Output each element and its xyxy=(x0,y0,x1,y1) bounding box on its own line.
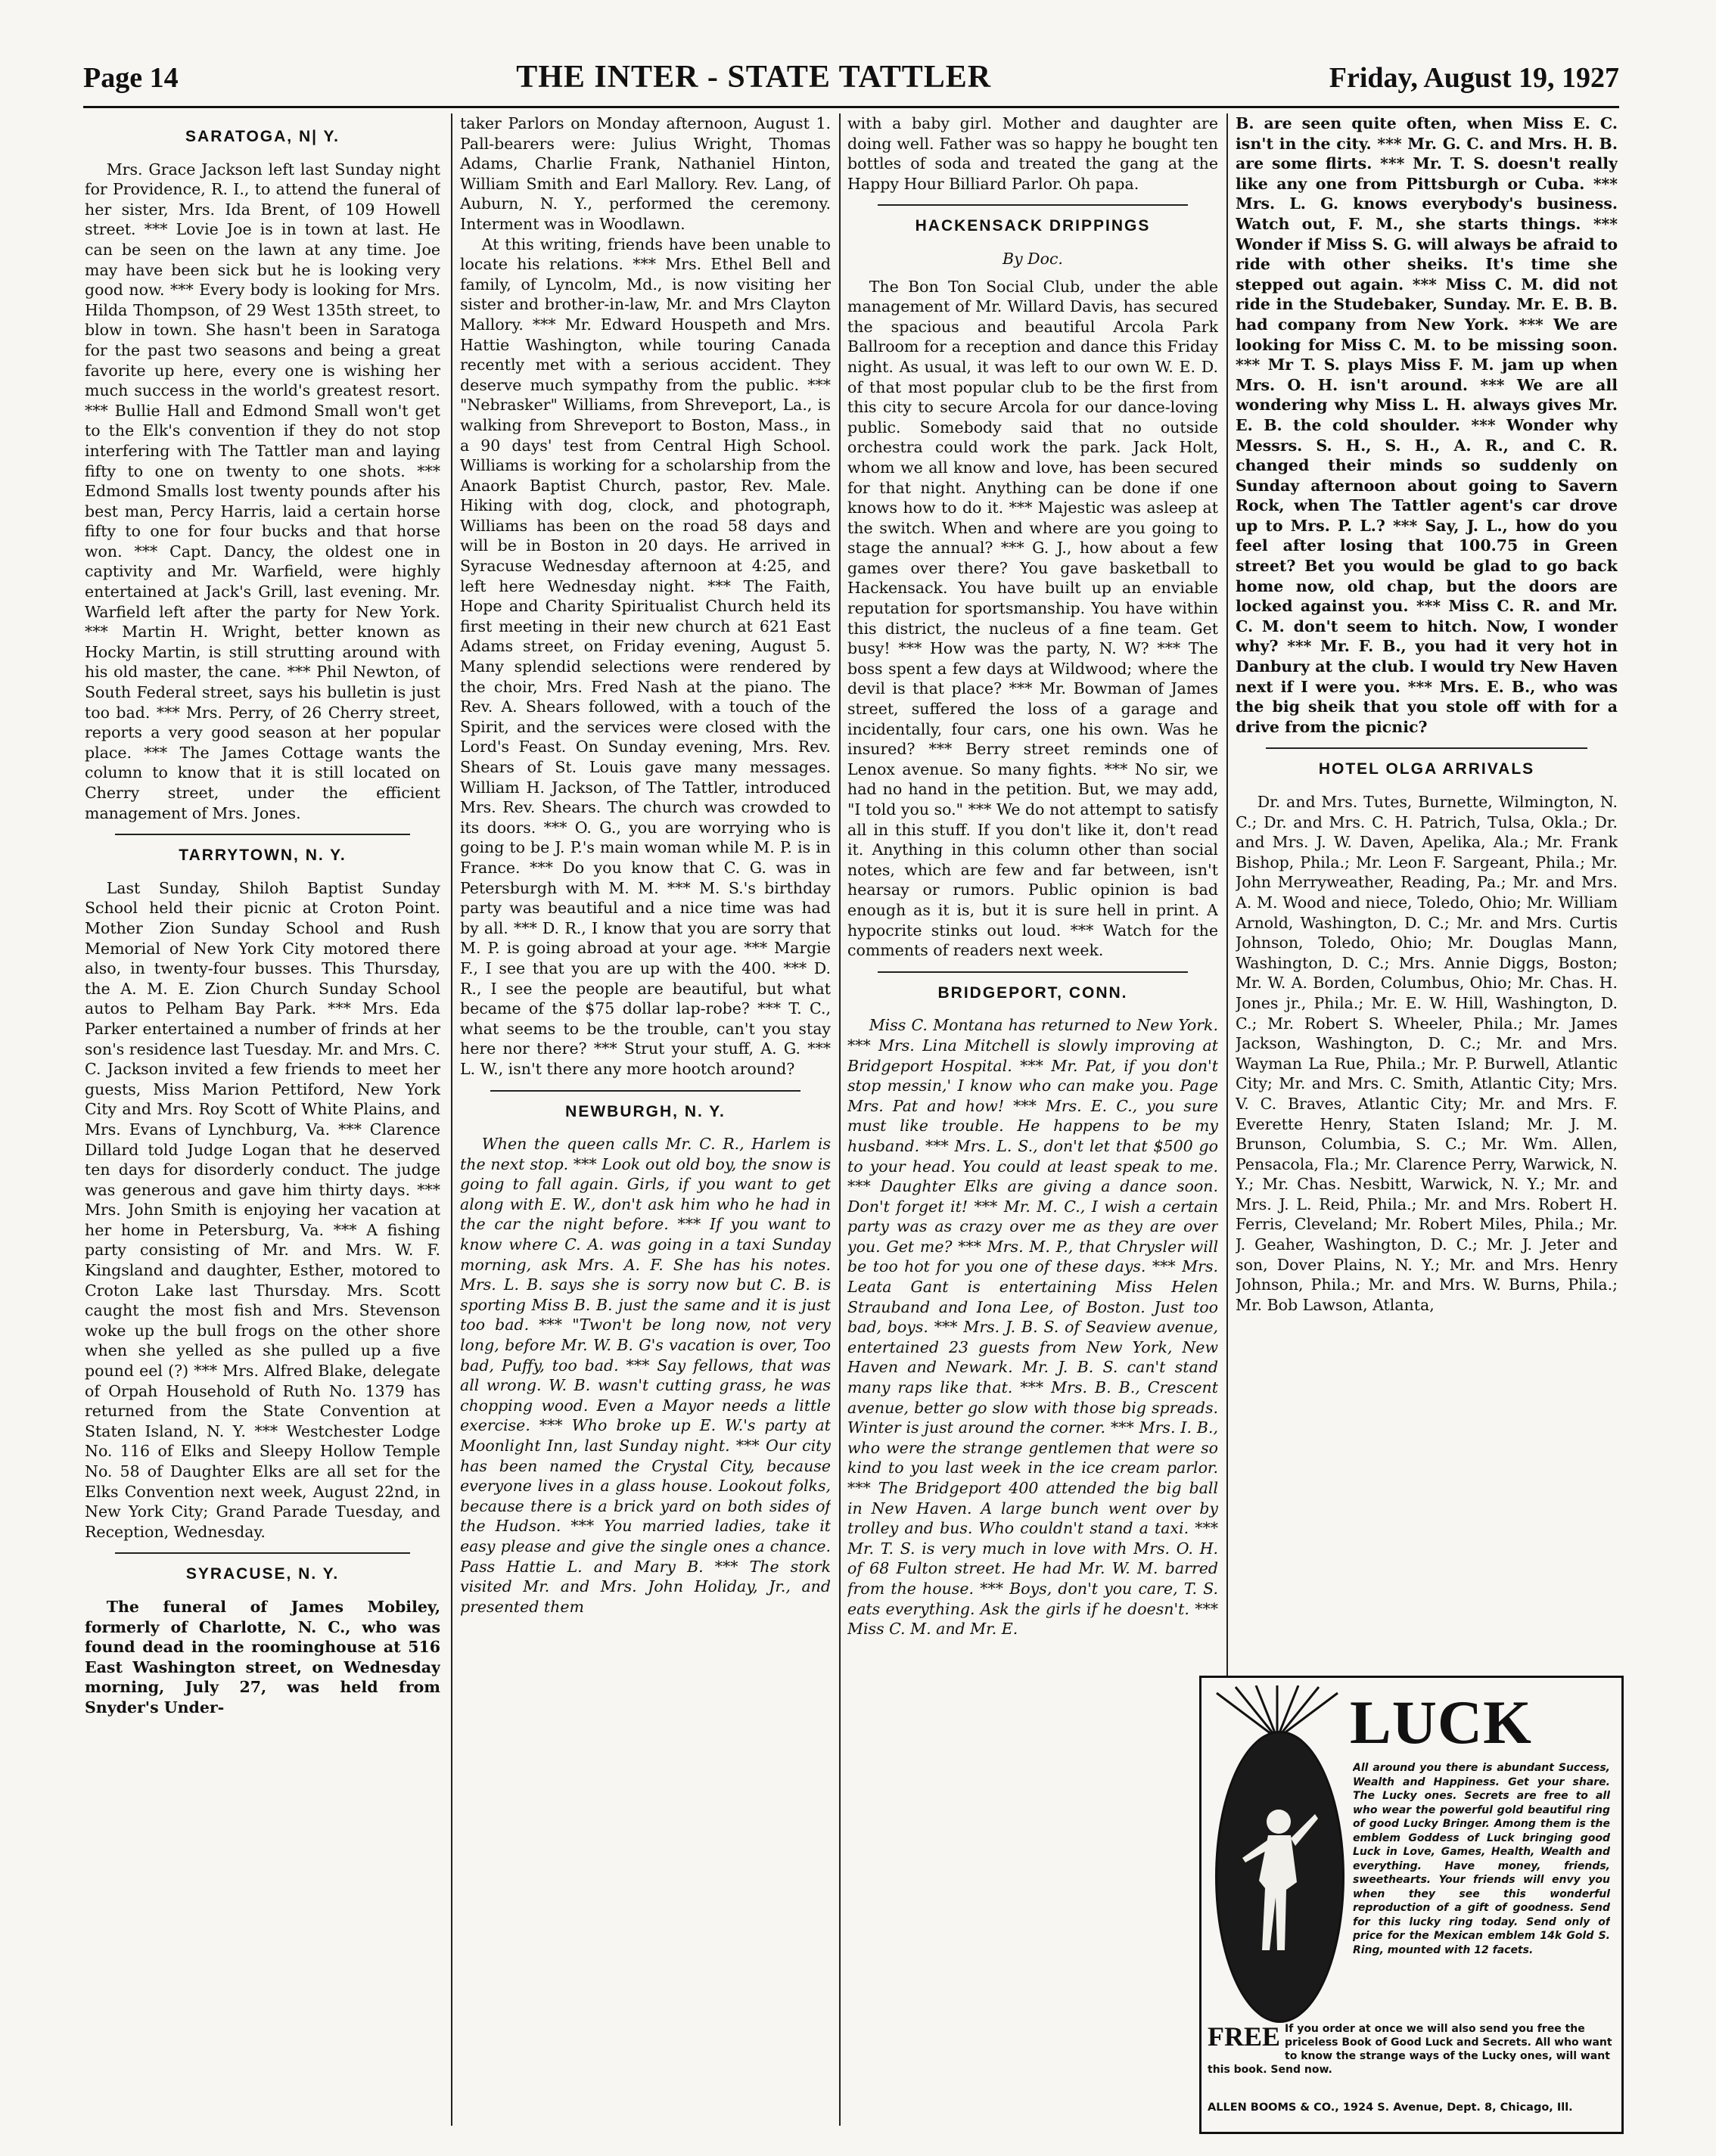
article-text: Mrs. Grace Jackson left last Sunday night for Providence, R. I., to attend the funeral of her sister, Mrs. Ida Brent, of 109 Howell street. *** Lovie Joe is in town at last. He can be seen on the lawn at any time. Joe may have been sick but he is looking very good now. *** Every body is looking for Mrs. Hilda Thompson, of 29 West 135th street, to blow in town. She hasn't been in Saratoga for the past two seasons and being a great favorite up here, every one is wishing her much success in the world's greatest resort. *** Bullie Hall and Edmond Small won't get to the Elk's convention if they do not stop interfering with The Tattler man and laying fifty to one on twenty to one shots. *** Edmond Smalls lost twenty pounds after his best man, Percy Harris, laid a certain horse fifty to one for four bucks and that horse won. *** Capt. Dancy, the oldest one in captivity and Mr. Warfield, were highly entertained at Jack's Grill, last evening. Mr. Warfield left after the party for New York. *** Martin H. Wright, better known as Hocky Martin, is still strutting around with his old master, the cane. *** Phil Newton, of South Federal street, says his bulletin is just too bad. *** Mrs. Perry, of 26 Cherry street, reports a very good season at her popular place. *** The James Cottage wants the column to know that it is still located on Cherry street, under the efficient management of Mrs. Jones. xyxy=(85,160,440,822)
free-offer-text: If you order at once we will also send you free the priceless Book of Good Luck and Secrets. All who want to know the strange ways of the Lucky ones, will want this book. Send now. xyxy=(1208,2023,1612,2076)
section-heading-newburgh: NEWBURGH, N. Y. xyxy=(565,1102,726,1120)
section-rule xyxy=(1266,747,1587,749)
luck-advertisement xyxy=(1199,1676,1624,2134)
section-rule xyxy=(878,971,1188,973)
goddess-figure-icon xyxy=(1232,1791,1323,1965)
column-4 xyxy=(1236,113,1618,1657)
issue-date: Friday, August 19, 1927 xyxy=(1329,62,1619,94)
column-1 xyxy=(85,113,440,2141)
article-text: Miss C. Montana has returned to New York. *** Mrs. Lina Mitchell is slowly improving at Bridgeport Hospital. *** Mr. Pat, if you don't stop messin,' I know who can make you. Page Mrs. Pat and how! *** Mrs. E. C., you sure must like trouble. He happens to be my husband. *** Mrs. L. S., don't let that $500 go to your head. You could at least speak to me. *** Daughter Elks are giving a dance soon. Don't forget it! *** Mr. M. C., I wish a certain party was as crazy over me as they are over you. Get me? *** Mrs. M. P., that Chrysler will be too hot for you one of these days. *** Mrs. Leata Gant is entertaining Miss Helen Strauband and Iona Lee, of Boston. Just too bad, boys. *** Mrs. J. B. S. of Seaview avenue, entertained 23 guests from New York, New Haven and Newark. Mr. J. B. S. can't stand many raps like that. *** Mrs. B. B., Crescent avenue, better go slow with those big spreads. Winter is just around the corner. *** Mrs. I. B., who were the strange gentlemen that were so kind to you last week in the ice cream parlor. *** The Bridgeport 400 attended the big ball in New Haven. A large bunch went over by trolley and bus. Who couldn't stand a taxi. *** Mr. T. S. is very much in love with Mrs. O. H. of 68 Fulton street. He had Mr. W. M. barred from the house. *** Boys, don't you care, T. S. eats everything. Ask the girls if he doesn't. *** Miss C. M. and Mr. E. xyxy=(847,1016,1218,1639)
page-number: Page 14 xyxy=(83,62,179,94)
article-text: taker Parlors on Monday afternoon, August 1. Pall-bearers were: Julius Wright, Thomas Adams, Charlie Frank, Nathaniel Hinton, William Smith and Earl Mallory. Rev. Lang, of Auburn, N. Y., performed the ceremony. Interment was in Woodlawn. xyxy=(460,114,831,233)
section-rule xyxy=(115,834,410,835)
section-heading-bridgeport: BRIDGEPORT, CONN. xyxy=(937,983,1128,1002)
section-heading-hotel-olga: HOTEL OLGA ARRIVALS xyxy=(1318,760,1535,778)
column-3 xyxy=(847,113,1218,2141)
column-divider xyxy=(451,113,452,2126)
ad-body-text: All around you there is abundant Success, Wealth and Happiness. Get your share. The Lucky ones. Secrets are free to all who wear the powerful gold beautiful ring of good Lucky Bringer. Among them is the emblem Goddess of Luck bringing good Luck in Love, Games, Health, Wealth and everything. Have money, friends, sweethearts. Your friends will envy you when they see this wonderful reproduction of a gift of goodness. Send for this lucky ring today. Send only of price for the Mexican emblem 14k Gold S. Ring, mounted with 12 facets. xyxy=(1353,1762,1610,1956)
section-rule xyxy=(490,1090,800,1092)
column-divider xyxy=(839,113,841,2126)
article-text: Dr. and Mrs. Tutes, Burnette, Wilmington, N. C.; Dr. and Mrs. C. H. Patrich, Tulsa, Okla.; Dr. and Mrs. J. W. Daven, Apelika, Ala.; Mr. Frank Bishop, Phila.; Mr. Leon F. Sargeant, Phila.; Mr. John Merryweather, Reading, Pa.; Mr. and Mrs. A. M. Wood and niece, Toledo, Ohio; Mr. William Arnold, Washington, D. C.; Mr. and Mrs. Curtis Johnson, Toledo, Ohio; Mr. Douglas Mann, Washington, D. C.; Mrs. Annie Diggs, Boston; Mr. W. A. Borden, Columbus, Ohio; Mr. Chas. H. Jones jr., Phila.; Mr. E. W. Hill, Washington, D. C.; Mr. Robert S. Wheeler, Phila.; Mr. James Jackson, Washington, D. C.; Mr. and Mrs. Wayman La Rue, Phila.; Mr. P. Burwell, Atlantic City; Mr. and Mrs. C. Smith, Atlantic City; Mrs. V. C. Braves, Atlantic City; Mr. and Mrs. F. Everette Henry, Staten Island; Mr. J. M. Brunson, Columbia, S. C.; Mr. Wm. Allen, Pensacola, Fla.; Mr. Clarence Perry, Warwick, N. Y.; Mr. Chas. Nesbitt, Warwick, N. Y.; Mr. and Mrs. J. L. Reid, Phila.; Mr. and Mrs. Robert H. Ferris, Cleveland; Mr. Robert Miles, Phila.; Mr. J. Geaher, Washington, D. C.; Mr. J. Jeter and son, Dover Plains, N. Y.; Mr. and Mrs. Henry Johnson, Phila.; Mr. and Mrs. W. Burns, Phila.; Mr. Bob Lawson, Atlanta, xyxy=(1236,793,1618,1314)
free-label: FREE xyxy=(1208,2022,1281,2052)
section-heading-syracuse: SYRACUSE, N. Y. xyxy=(185,1565,340,1583)
section-rule xyxy=(878,204,1188,206)
section-heading-hackensack: HACKENSACK DRIPPINGS xyxy=(915,217,1151,235)
article-text: The funeral of James Mobiley, formerly of Charlotte, N. C., who was found dead in the roominghouse at 516 East Washington street, on Wednesday morning, July 27, was held from Snyder's Under- xyxy=(85,1597,440,1716)
section-rule xyxy=(115,1552,410,1554)
article-text: The Bon Ton Social Club, under the able management of Mr. Willard Davis, has secured the spacious and beautiful Arcola Park Ballroom for a reception and dance this Friday night. As usual, it was left to our own W. E. D. of that most popular club to be the first from this city to secure Arcola for our dance-loving public. Somebody said that no outside orchestra could work the park. Jack Holt, whom we all know and love, has been secured for that night. Anything can be done if one knows how to do it. *** Majestic was asleep at the switch. When and where are you going to stage the annual? *** G. J., how about a few games over there? You gave basketball to Hackensack. You have built up an enviable reputation for sportsmanship. You have within this district, the nucleus of a fine team. Get busy! *** How was the party, N. W? *** The boss spent a few days at Wildwood; where the devil is that place? *** Mr. Bowman of James street, suffered the loss of a garage and incidentally, four cars, one his own. Was he insured? *** Berry street reminds one of Lenox avenue. So many fights. *** No sir, we had no hand in the petition. But, we may add, "I told you so." *** We do not attempt to satisfy all in this stuff. If you don't like it, don't read it. Anything in this column other than social notes, which are few and far between, isn't hearsay or rumors. Public opinion is bad enough as it is, but it is sure hell in print. A hypocrite stinks out loud. *** Watch for the comments of readers next week. xyxy=(847,277,1218,960)
article-text: B. are seen quite often, when Miss E. C. isn't in the city. *** Mr. G. C. and Mrs. H. B. are some flirts. *** Mr. T. S. doesn't really like any one from Pittsburgh or Cuba. *** Mrs. L. G. knows everybody's business. Watch out, F. M., she starts things. *** Wonder if Miss S. G. will always be afraid to ride with other sheiks. It's time she stepped out again. *** Miss C. M. did not ride in the Studebaker, Sunday. Mr. E. B. B. had company from New York. *** We are looking for Miss C. M. to be missing soon. *** Mr T. S. plays Miss F. M. jam up when Mrs. O. H. isn't around. *** We are all wondering why Miss L. H. always gives Mr. E. B. the cold shoulder. *** Wonder why Messrs. S. H., S. H., A. R., and C. R. changed their minds so suddenly on Sunday afternoon about going to Savern Rock, when The Tattler agent's car drove up to Mrs. P. L.? *** Say, J. L., how do you feel after losing that 100.75 in Green street? Bet you would be glad to go back home now, old chap, but the doors are locked against you. *** Miss C. R. and Mr. C. M. don't seem to hitch. Now, I wonder why? *** Mr. F. B., you had it very hot in Danbury at the club. I would try New Haven next if I were you. *** Mrs. E. B., who was the big sheik that you stole off with for a drive from the picnic? xyxy=(1236,114,1618,736)
byline: By Doc. xyxy=(1003,249,1063,268)
article-text: with a baby girl. Mother and daughter are doing well. Father was so happy he bought ten bottles of soda and treated the gang at the Happy Hour Billiard Parlor. Oh papa. xyxy=(847,114,1218,193)
article-text: Last Sunday, Shiloh Baptist Sunday School held their picnic at Croton Point. Mother Zion Sunday School and Rush Memorial of New York City motored there also, in twenty-four busses. This Thursday, the A. M. E. Zion Church Sunday School autos to Pelham Bay Park. *** Mrs. Eda Parker entertained a number of frinds at her son's residence last Tuesday. Mr. and Mrs. C. C. Jackson invited a few friends to meet her guests, Miss Marion Pettiford, New York City and Mrs. Roy Scott of White Plains, and Mrs. Evans of Lynchburg, Va. *** Clarence Dillard told Judge Logan that he deserved ten days for disorderly conduct. The judge was generous and gave him thirty days. *** Mrs. John Smith is enjoying her vacation at her home in Petersburg, Va. *** A fishing party consisting of Mr. and Mrs. W. F. Kingsland and daughter, Esther, motored to Croton Lake last Thursday. Mrs. Scott caught the most fish and Mrs. Stevenson woke up the bull frogs on the other shore when she yelled as she pulled up a five pound eel (?) *** Mrs. Alfred Blake, delegate of Orpah Household of Ruth No. 1379 has returned from the State Convention at Staten Island, N. Y. *** Westchester Lodge No. 116 of Elks and Sleepy Hollow Temple No. 58 of Daughter Elks are all set for the Elks Convention next week, August 22nd, in New York City; Grand Parade Tuesday, and Reception, Wednesday. xyxy=(85,878,440,1541)
section-heading-tarrytown: TARRYTOWN, N. Y. xyxy=(179,847,347,865)
article-text: When the queen calls Mr. C. R., Harlem is the next stop. *** Look out old boy, the snow is going to fall again. Girls, if you want to get along with E. W., don't ask him who he had in the car the night before. *** If you want to know where C. A. was going in a taxi Sunday morning, ask Mrs. A. F. She has his notes. Mrs. L. B. says she is sorry now but C. B. is sporting Miss B. B. just the same and it is just too bad. *** "Twon't be long now, not very long, before Mr. W. B. G's vacation is over, Too bad, Puffy, too bad. *** Say fellows, that was all wrong. W. B. wasn't cutting grass, he was chopping wood. Even a Mayor needs a little exercise. *** Who broke up E. W.'s party at Moonlight Inn, last Sunday night. *** Our city has been named the Crystal City, because everyone lives in a glass house. Lookout folks, because there is a brick yard on both sides of the Hudson. *** You married ladies, take it easy please and give the single ones a chance. Pass Hattie L. and Mary B. *** The stork visited Mr. and Mrs. John Holiday, Jr., and presented them xyxy=(460,1135,831,1616)
section-heading-saratoga: SARATOGA, N| Y. xyxy=(185,128,340,145)
article-text: At this writing, friends have been unable to locate his relations. *** Mrs. Ethel Bell and family, of Lyncolm, Md., is now visiting her sister and brother-in-law, Mr. and Mrs Clayton Mallory. *** Mr. Edward Houspeth and Mrs. Hattie Washington, while touring Canada recently met with a serious accident. They deserve much sympathy from the public. *** "Nebrasker" Williams, from Shreveport, La., is walking from Shreveport to Boston, Mass., in a 90 days' test from Central High School. Williams is working for a scholarship from the Anaork Baptist Church, pastor, Rev. Male. Hiking with dog, clock, and photograph, Williams has been on the road 58 days and will be in Boston in 20 days. He arrived in Syracuse Wednesday afternoon at 4:25, and left here Wednesday night. *** The Faith, Hope and Charity Spiritualist Church held its first meeting in their new church at 621 East Adams street, on Friday evening, August 5. Many splendid selections were rendered by the choir, Mrs. Fred Nash at the piano. The Rev. A. Shears followed, with a touch of the Spirit, and the services were closed with the Lord's Feast. On Sunday evening, Mrs. Rev. Shears of St. Louis gave many messages. William H. Jackson, of The Tattler, introduced Mrs. Rev. Shears. The church was crowded to its doors. *** O. G., you are worrying who is going to be J. P.'s main woman while M. P. is in France. *** Do you know that C. G. was in Petersburgh with M. M. *** M. S.'s birthday party was beautiful and a nice time was had by all. *** D. R., I know that you are sorry that M. P. is going abroad at your age. *** Margie F., I see that you are up with the 400. *** D. R., I see the people are beautiful, but what became of the $75 dollar lap-robe? *** T. C., what seems to be the trouble, can't you stay here nor there? *** Strut your stuff, A. G. *** L. W., isn't there any more hootch around? xyxy=(460,235,831,1078)
masthead-rule xyxy=(83,106,1619,108)
ad-address: ALLEN BOOMS & CO., 1924 S. Avenue, Dept. 8, Chicago, Ill. xyxy=(1208,2102,1573,2114)
newspaper-title: THE INTER - STATE TATTLER xyxy=(516,60,992,95)
masthead xyxy=(83,59,1619,98)
column-2 xyxy=(460,113,831,2141)
ad-headline: LUCK xyxy=(1350,1688,1532,1757)
ad-free-offer xyxy=(1208,2022,1612,2098)
